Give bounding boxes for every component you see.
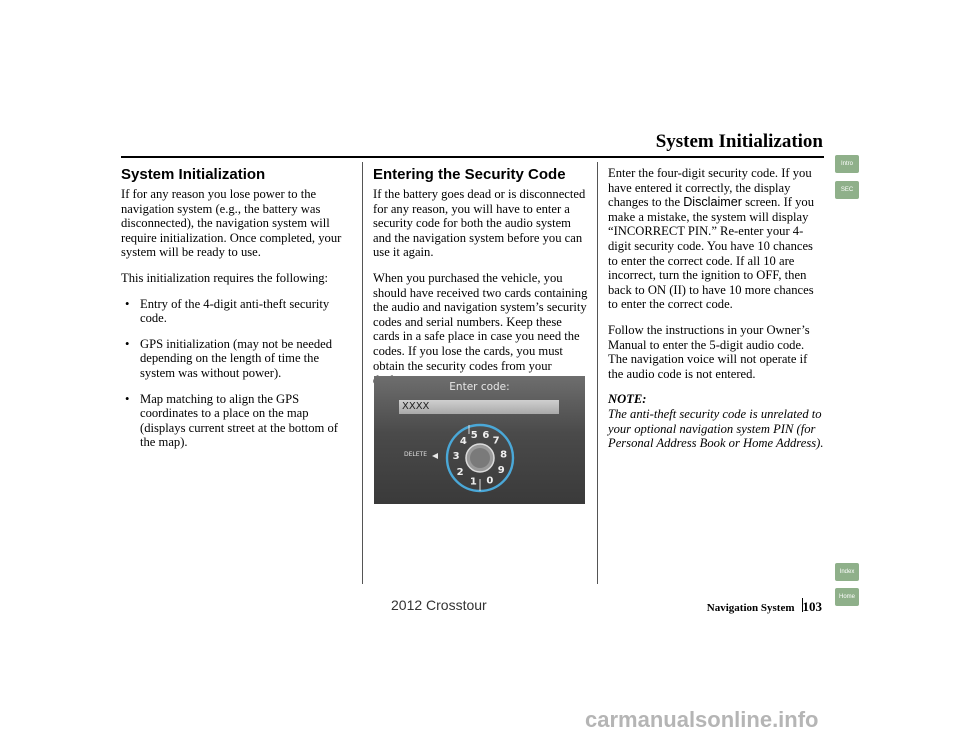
selector-dial	[374, 376, 585, 504]
section-heading-security-code: Entering the Security Code	[373, 166, 566, 183]
paragraph	[608, 166, 824, 312]
page-number: 103	[802, 599, 822, 614]
dial-knob-center	[470, 448, 490, 468]
page-title: System Initialization	[655, 131, 823, 152]
list-item: • GPS initialization (may not be needed depending on the length of time the system was without power).	[121, 337, 353, 381]
footer-rule	[802, 598, 803, 612]
column-2	[373, 166, 588, 399]
requirements-list	[121, 297, 353, 450]
model-name: 2012 Crosstour	[391, 597, 487, 613]
list-item: • Entry of the 4-digit anti-theft security code.	[121, 297, 353, 326]
code-value: XXXX	[402, 401, 430, 412]
tab-home[interactable]: Home	[835, 588, 859, 606]
page-footer	[640, 598, 822, 616]
paragraph: This initialization requires the following:	[121, 270, 329, 285]
disclaimer-term: Disclaimer	[683, 195, 742, 210]
column-3	[608, 166, 824, 451]
dial-digit-1[interactable]: 1	[469, 476, 477, 488]
dial-digit-9[interactable]: 9	[497, 464, 505, 476]
dial-digit-7[interactable]: 7	[492, 435, 500, 447]
dial-digit-8[interactable]: 8	[500, 449, 508, 461]
note-body: The anti-theft security code is unrelated to your optional navigation system PIN (for Personal Address Book or Home Address).	[608, 406, 824, 451]
dial-digit-0[interactable]: 0	[486, 475, 494, 487]
tab-index[interactable]: Index	[835, 563, 859, 581]
section-heading-system-initialization: System Initialization	[121, 166, 266, 183]
dial-digit-6[interactable]: 6	[482, 430, 490, 442]
watermark: carmanualsonline.info	[585, 707, 819, 732]
dial-digit-4[interactable]: 4	[459, 436, 467, 448]
footer-section-name: Navigation System	[706, 602, 795, 614]
screen-title: Enter code:	[449, 381, 510, 393]
text-run: screen. If you make a mistake, the system will display “INCORRECT PIN.” Re-enter your 4-digit security code. You have 10 chances to enter the correct code. If all 10 are incorrect, turn the ignition to OFF, then back to ON (II) to have 10 more chances to enter the correct code.	[608, 195, 815, 312]
delete-label: DELETE	[404, 451, 428, 458]
dial-digit-2[interactable]: 2	[456, 466, 464, 478]
column-1	[121, 166, 353, 461]
paragraph: If for any reason you lose power to the navigation system (e.g., the battery was disconnected), the navigation system will require initialization. Once completed, your system will be ready to use.	[121, 187, 342, 260]
column-divider-1	[362, 162, 363, 584]
list-item: • Map matching to align the GPS coordinates to a place on the map (displays current street at the bottom of the map).	[121, 392, 353, 450]
tab-sec[interactable]: SEC	[835, 181, 859, 199]
paragraph: Follow the instructions in your Owner’s Manual to enter the 5-digit audio code. The navigation voice will not operate if the audio code is not entered.	[608, 322, 810, 381]
paragraph: If the battery goes dead or is disconnected for any reason, you will have to enter a security code for both the audio system and the navigation system before you can use it again.	[373, 187, 586, 260]
header-rule	[121, 156, 824, 158]
text-run: Enter the four-digit security code. If you have entered it correctly, the display changes to the	[608, 166, 812, 210]
paragraph: When you purchased the vehicle, you should have received two cards containing the audio and navigation system’s security codes and serial numbers. Keep these cards in a safe place in case you need the codes. If you lose the cards, you must obtain the security codes from your	[373, 270, 588, 373]
enter-code-screen	[374, 376, 585, 504]
tab-intro[interactable]: Intro	[835, 155, 859, 173]
column-divider-2	[597, 162, 598, 584]
dial-digit-5[interactable]: 5	[470, 430, 478, 442]
note-title: NOTE:	[608, 392, 647, 407]
dial-digit-3[interactable]: 3	[452, 451, 460, 462]
